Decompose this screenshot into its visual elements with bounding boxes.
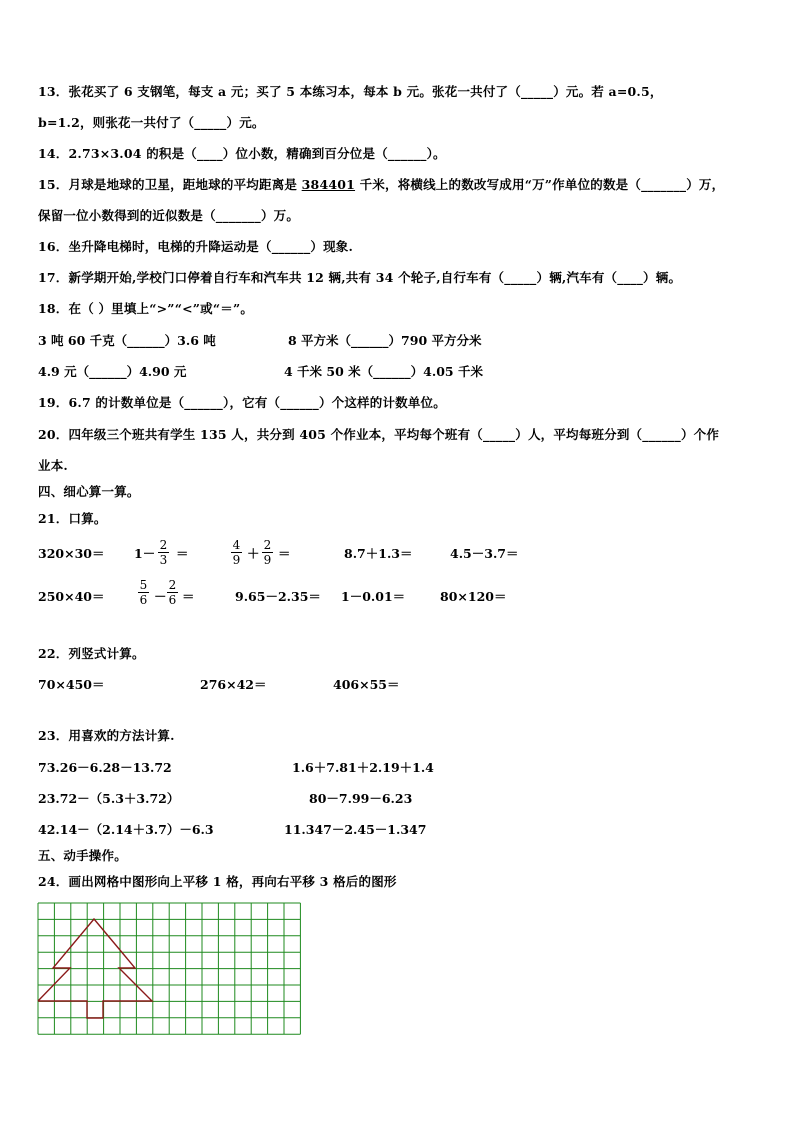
q21-r2e: 80×120＝ — [440, 589, 507, 604]
q17: 17．新学期开始,学校门口停着自行车和汽车共 12 辆,共有 34 个轮子,自行车有（_____）辆,汽车有（____）辆。 — [38, 270, 682, 285]
q21-r1b-pre: 1－ — [134, 546, 156, 561]
q24-title: 24．画出网格中图形向上平移 1 格，再向右平移 3 格后的图形 — [38, 874, 397, 889]
q15-post: 千米，将横线上的数改写成用“万”作单位的数是（_______）万， — [355, 177, 725, 192]
grid-figure — [36, 902, 302, 1038]
fraction-4-9 — [231, 538, 242, 567]
q21-r2c: 9.65－2.35＝ — [235, 589, 321, 604]
fraction-5-6 — [138, 578, 149, 607]
q23-f: 11.347－2.45－1.347 — [284, 822, 427, 837]
fraction-numerator: 2 — [168, 578, 177, 592]
fraction-denominator: 6 — [139, 593, 148, 607]
q18-d: 4 千米 50 米（______）4.05 千米 — [284, 364, 483, 379]
section-four-heading: 四、细心算一算。 — [38, 484, 140, 499]
fraction-numerator: 5 — [139, 578, 148, 592]
q22-c: 406×55＝ — [333, 677, 400, 692]
q20-line1: 20．四年级三个班共有学生 135 人，共分到 405 个作业本，平均每个班有（_____）人，平均每班分到（______）个作 — [38, 427, 720, 442]
section-five-heading: 五、动手操作。 — [38, 848, 127, 863]
q21-plus: ＋ — [247, 546, 260, 561]
q23-d: 80－7.99－6.23 — [309, 791, 413, 806]
fraction-denominator: 3 — [159, 553, 168, 567]
q22-a: 70×450＝ — [38, 677, 105, 692]
q15-number: 384401 — [301, 177, 356, 192]
q13-line1: 13．张花买了 6 支钢笔，每支 a 元；买了 5 本练习本，每本 b 元。张花一共付了（_____）元。若 a=0.5， — [38, 84, 663, 99]
q21-r1a: 320×30＝ — [38, 546, 105, 561]
q15-line1 — [38, 177, 724, 193]
q15-line2: 保留一位小数得到的近似数是（_______）万。 — [38, 208, 300, 223]
q21-r2b-eq: ＝ — [182, 589, 195, 604]
q18-c: 4.9 元（______）4.90 元 — [38, 364, 187, 379]
q23-b: 1.6＋7.81＋2.19＋1.4 — [292, 760, 434, 775]
q21-minus: － — [154, 589, 167, 604]
q21-r1e: 4.5－3.7＝ — [450, 546, 519, 561]
fraction-numerator: 2 — [159, 538, 168, 552]
q18-b: 8 平方米（______）790 平方分米 — [288, 333, 482, 348]
fraction-numerator: 4 — [232, 538, 241, 552]
q21-title: 21．口算。 — [38, 511, 107, 526]
q23-c: 23.72－（5.3＋3.72） — [38, 791, 180, 806]
grid-lines — [38, 903, 300, 1034]
q18-title: 18．在（ ）里填上“>”“<”或“＝”。 — [38, 301, 254, 316]
fraction-2-9 — [262, 538, 273, 567]
fraction-denominator: 6 — [168, 593, 177, 607]
q23-a: 73.26－6.28－13.72 — [38, 760, 172, 775]
q16: 16．坐升降电梯时，电梯的升降运动是（______）现象. — [38, 239, 354, 254]
q13-line2: b=1.2，则张花一共付了（_____）元。 — [38, 115, 265, 130]
q23-e: 42.14－（2.14＋3.7）－6.3 — [38, 822, 214, 837]
fraction-denominator: 9 — [232, 553, 241, 567]
fraction-numerator: 2 — [263, 538, 272, 552]
q14: 14．2.73×3.04 的积是（____）位小数，精确到百分位是（______）。 — [38, 146, 446, 161]
q21-r1b-eq: ＝ — [176, 546, 189, 561]
q19: 19．6.7 的计数单位是（______），它有（______）个这样的计数单位。 — [38, 395, 446, 410]
q18-a: 3 吨 60 千克（______）3.6 吨 — [38, 333, 216, 348]
q23-title: 23．用喜欢的方法计算. — [38, 728, 175, 743]
q21-r2a: 250×40＝ — [38, 589, 105, 604]
q21-r2d: 1－0.01＝ — [341, 589, 406, 604]
q15-pre: 15．月球是地球的卫星，距地球的平均距离是 — [38, 177, 302, 192]
q20-line2: 业本. — [38, 458, 68, 473]
fraction-denominator: 9 — [263, 553, 272, 567]
q21-r1d: 8.7＋1.3＝ — [344, 546, 413, 561]
q22-b: 276×42＝ — [200, 677, 267, 692]
fraction-2-3 — [158, 538, 169, 567]
fraction-2-6 — [167, 578, 178, 607]
q21-r1c-eq: ＝ — [278, 546, 291, 561]
q22-title: 22．列竖式计算。 — [38, 646, 145, 661]
